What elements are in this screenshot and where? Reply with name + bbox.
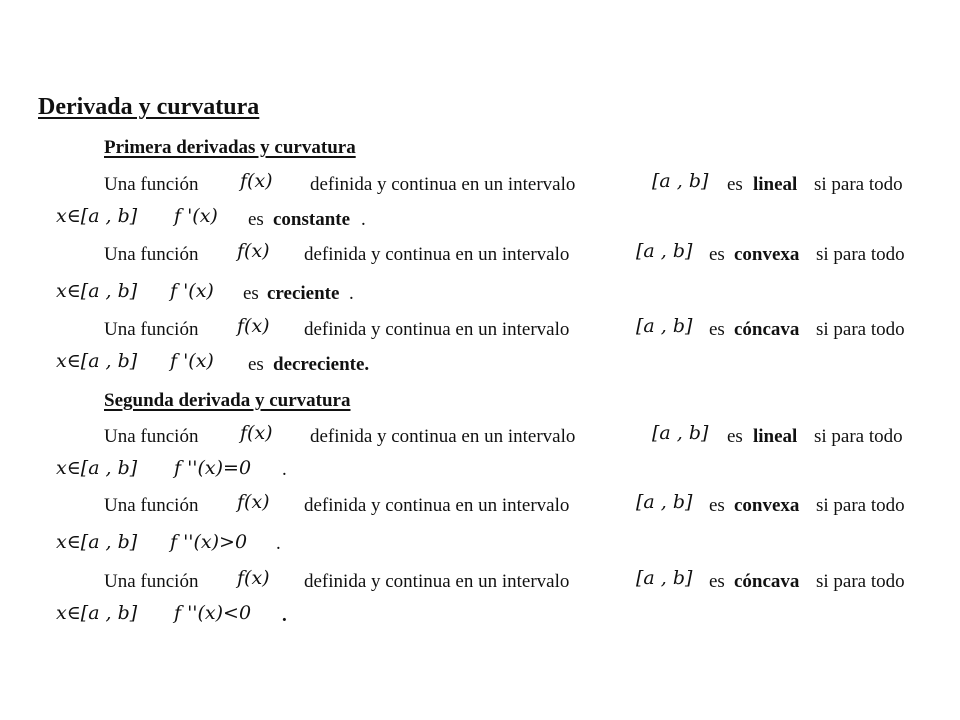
item-kind: lineal	[753, 426, 798, 447]
domain-formula: x∈[a , b]	[56, 602, 138, 624]
item-es: es	[727, 174, 743, 195]
item-tail: si para todo	[816, 571, 905, 592]
item-intro: Una función	[104, 426, 199, 447]
section-heading-segunda: Segunda derivada y curvatura	[104, 390, 351, 411]
item-es2: es	[243, 283, 259, 304]
second-derivative-condition: f ''(x)>0	[170, 531, 248, 553]
domain-formula: x∈[a , b]	[56, 457, 138, 479]
item-middle-text: definida y continua en un intervalo	[304, 319, 570, 340]
function-formula: f(x)	[237, 240, 270, 262]
interval-formula: [a , b]	[652, 170, 709, 192]
item-kind: convexa	[734, 495, 800, 516]
item-intro: Una función	[104, 571, 199, 592]
item-es: es	[709, 244, 725, 265]
second-derivative-condition: f ''(x)<0	[174, 602, 252, 624]
item-intro: Una función	[104, 319, 199, 340]
interval-formula: [a , b]	[636, 315, 693, 337]
item-end-period: .	[282, 459, 287, 480]
function-formula: f(x)	[240, 170, 273, 192]
item-tail: si para todo	[816, 495, 905, 516]
item-end-period: .	[282, 605, 287, 626]
function-formula: f(x)	[237, 315, 270, 337]
item-tail: si para todo	[816, 244, 905, 265]
item-tail: si para todo	[816, 319, 905, 340]
item-kind: cóncava	[734, 319, 800, 340]
interval-formula: [a , b]	[636, 240, 693, 262]
interval-formula: [a , b]	[636, 491, 693, 513]
section-heading-primera: Primera derivadas y curvatura	[104, 137, 356, 158]
domain-formula: x∈[a , b]	[56, 350, 138, 372]
item-middle-text: definida y continua en un intervalo	[304, 495, 570, 516]
item-es: es	[709, 495, 725, 516]
function-formula: f(x)	[237, 567, 270, 589]
item-intro: Una función	[104, 174, 199, 195]
item-intro: Una función	[104, 244, 199, 265]
item-es2: es	[248, 354, 264, 375]
domain-formula: x∈[a , b]	[56, 205, 138, 227]
item-es: es	[727, 426, 743, 447]
item-tail: si para todo	[814, 426, 903, 447]
derivative-formula: f '(x)	[170, 280, 214, 302]
item-middle-text: definida y continua en un intervalo	[310, 426, 576, 447]
item-end-period: .	[349, 283, 354, 304]
domain-formula: x∈[a , b]	[56, 531, 138, 553]
item-es: es	[709, 319, 725, 340]
page-title: Derivada y curvatura	[38, 94, 260, 120]
interval-formula: [a , b]	[636, 567, 693, 589]
item-es2: es	[248, 209, 264, 230]
item-kind: lineal	[753, 174, 798, 195]
function-formula: f(x)	[240, 422, 273, 444]
item-kind: cóncava	[734, 571, 800, 592]
domain-formula: x∈[a , b]	[56, 280, 138, 302]
item-end-period: .	[361, 209, 366, 230]
item-property: decreciente.	[273, 354, 370, 375]
derivative-formula: f '(x)	[170, 350, 214, 372]
item-end-period: .	[276, 533, 281, 554]
interval-formula: [a , b]	[652, 422, 709, 444]
item-property: creciente	[267, 283, 340, 304]
item-middle-text: definida y continua en un intervalo	[310, 174, 576, 195]
item-es: es	[709, 571, 725, 592]
item-kind: convexa	[734, 244, 800, 265]
function-formula: f(x)	[237, 491, 270, 513]
second-derivative-condition: f ''(x)=0	[174, 457, 252, 479]
item-property: constante	[273, 209, 351, 230]
item-intro: Una función	[104, 495, 199, 516]
item-middle-text: definida y continua en un intervalo	[304, 244, 570, 265]
item-tail: si para todo	[814, 174, 903, 195]
item-middle-text: definida y continua en un intervalo	[304, 571, 570, 592]
derivative-formula: f '(x)	[174, 205, 218, 227]
